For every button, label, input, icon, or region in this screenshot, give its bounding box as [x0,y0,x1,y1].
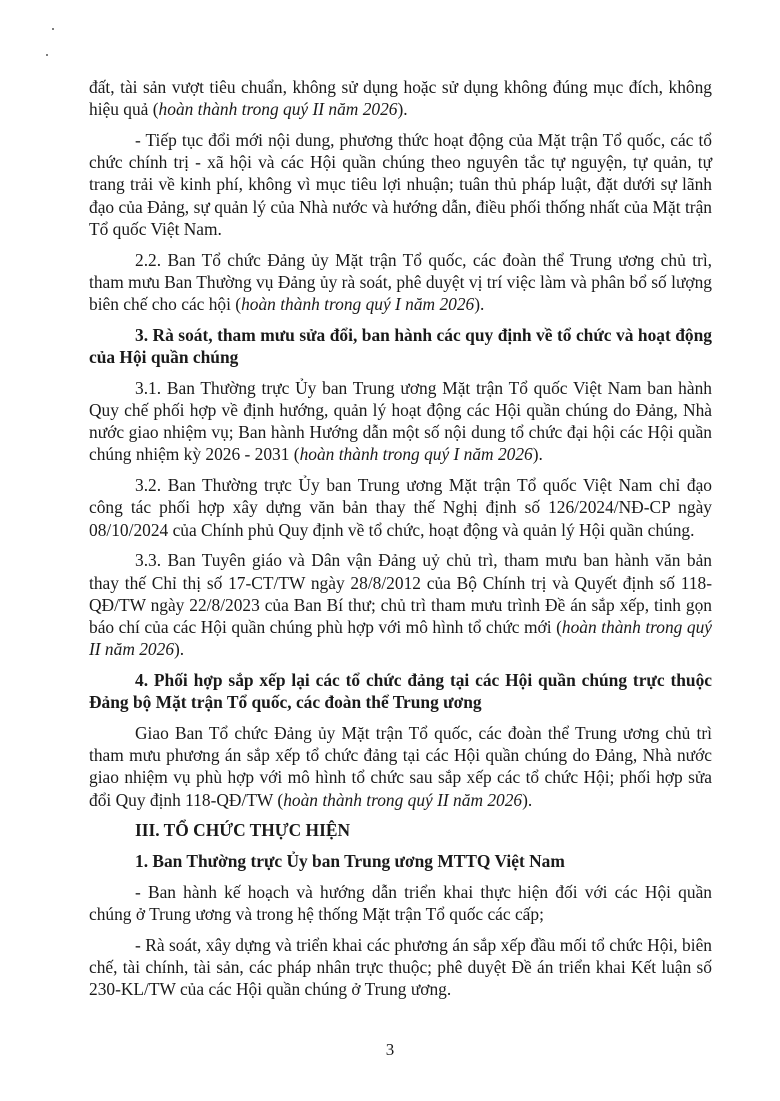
paragraph [89,934,712,1001]
section-heading [89,850,712,872]
deadline-note: hoàn thành trong quý II năm 2026 [89,617,712,660]
scan-speck [46,54,48,56]
paragraph-text: đất, tài sản vượt tiêu chuẩn, không sử dụng hoặc sử dụng không đúng mục đích, không hiệu quả ( [89,77,712,120]
deadline-note: hoàn thành trong quý I năm 2026 [299,444,533,465]
paragraph-end: ). [522,789,533,810]
paragraph-text: 2.2. Ban Tổ chức Đảng ủy Mặt trận Tổ quốc, các đoàn thể Trung ương chủ trì, tham mưu Ban Thường vụ Đảng ủy rà soát, phê duyệt vị trí việc làm và phân bổ số lượng biên chế cho các hội ( [89,249,712,315]
paragraph [89,549,712,660]
paragraph-text: Giao Ban Tổ chức Đảng ủy Mặt trận Tổ quốc, các đoàn thể Trung ương chủ trì tham mưu phương án sắp xếp tổ chức đảng tại các Hội quần chúng do Đảng, Nhà nước giao nhiệm vụ phù hợp với mô hình tổ chức sau sắp xếp các tổ chức Hội; phối hợp sửa đổi Quy định 118-QĐ/TW ( [89,723,712,810]
paragraph [89,474,712,541]
section-heading [89,324,712,368]
paragraph-text: - Ban hành kế hoạch và hướng dẫn triển khai thực hiện đối với các Hội quần chúng ở Trung ương và trong hệ thống Mặt trận Tổ quốc các cấp; [89,882,712,925]
deadline-note: hoàn thành trong quý I năm 2026 [241,294,475,315]
paragraph-end: ). [174,639,185,660]
paragraph-text: 3.2. Ban Thường trực Ủy ban Trung ương Mặt trận Tổ quốc Việt Nam chỉ đạo công tác phối hợp xây dựng văn bản thay thế Nghị định số 126/2024/NĐ-CP ngày 08/10/2024 của Chính phủ Quy định về tổ chức, hoạt động và quản lý Hội quần chúng. [89,475,712,540]
section-heading [89,669,712,713]
paragraph [89,722,712,811]
paragraph [89,881,712,925]
paragraph [89,76,712,120]
document-page [89,76,712,1009]
paragraph-text: III. TỔ CHỨC THỰC HIỆN [135,820,351,841]
paragraph-text: 4. Phối hợp sắp xếp lại các tổ chức đảng tại các Hội quần chúng trực thuộc Đảng bộ Mặt trận Tổ quốc, các đoàn thể Trung ương [89,670,712,713]
paragraph [89,129,712,240]
paragraph-end: ). [397,99,408,120]
paragraph-text: - Rà soát, xây dựng và triển khai các phương án sắp xếp đầu mối tổ chức Hội, biên chế, tài chính, tài sản, các pháp nhân trực thuộc; phê duyệt Đề án triển khai Kết luận số 230-KL/TW của các Hội quần chúng ở Trung ương. [89,935,712,1000]
paragraph-text: 1. Ban Thường trực Ủy ban Trung ương MTTQ Việt Nam [135,851,565,872]
paragraph-text: 3.1. Ban Thường trực Ủy ban Trung ương Mặt trận Tổ quốc Việt Nam ban hành Quy chế phối hợp về định hướng, quản lý hoạt động các Hội quần chúng do Đảng, Nhà nước giao nhiệm vụ; Ban hành Hướng dẫn một số nội dung tổ chức đại hội các Hội quần chúng nhiệm kỳ 2026 - 2031 ( [89,377,712,465]
paragraph [89,249,712,316]
paragraph-text: 3.3. Ban Tuyên giáo và Dân vận Đảng uỷ chủ trì, tham mưu ban hành văn bản thay thế Chỉ thị số 17-CT/TW ngày 28/8/2012 của Bộ Chính trị và Quyết định số 118-QĐ/TW ngày 22/8/2023 của Ban Bí thư; chủ trì tham mưu trình Đề án sắp xếp, tinh gọn báo chí của các Hội quần chúng phù hợp với mô hình tổ chức mới ( [89,550,712,638]
paragraph-end: ). [532,444,543,465]
page-number: 3 [385,1040,395,1059]
deadline-note: hoàn thành trong quý II năm 2026 [283,789,523,810]
paragraph-text: 3. Rà soát, tham mưu sửa đổi, ban hành các quy định về tổ chức và hoạt động của Hội quần chúng [89,324,712,368]
paragraph [89,377,712,466]
scan-speck [52,28,54,30]
paragraph-end: ). [474,294,485,315]
deadline-note: hoàn thành trong quý II năm 2026 [158,99,398,120]
paragraph-text: - Tiếp tục đổi mới nội dung, phương thức hoạt động của Mặt trận Tổ quốc, các tổ chức chính trị - xã hội và các Hội quần chúng theo nguyên tắc tự nguyện, tự quản, tự trang trải về kinh phí, không vì mục tiêu lợi nhuận; tuân thủ pháp luật, đặt dưới sự lãnh đạo của Đảng, sự quản lý của Nhà nước và hướng dẫn, điều phối thống nhất của Mặt trận Tổ quốc Việt Nam. [89,130,712,239]
section-heading [89,819,712,841]
